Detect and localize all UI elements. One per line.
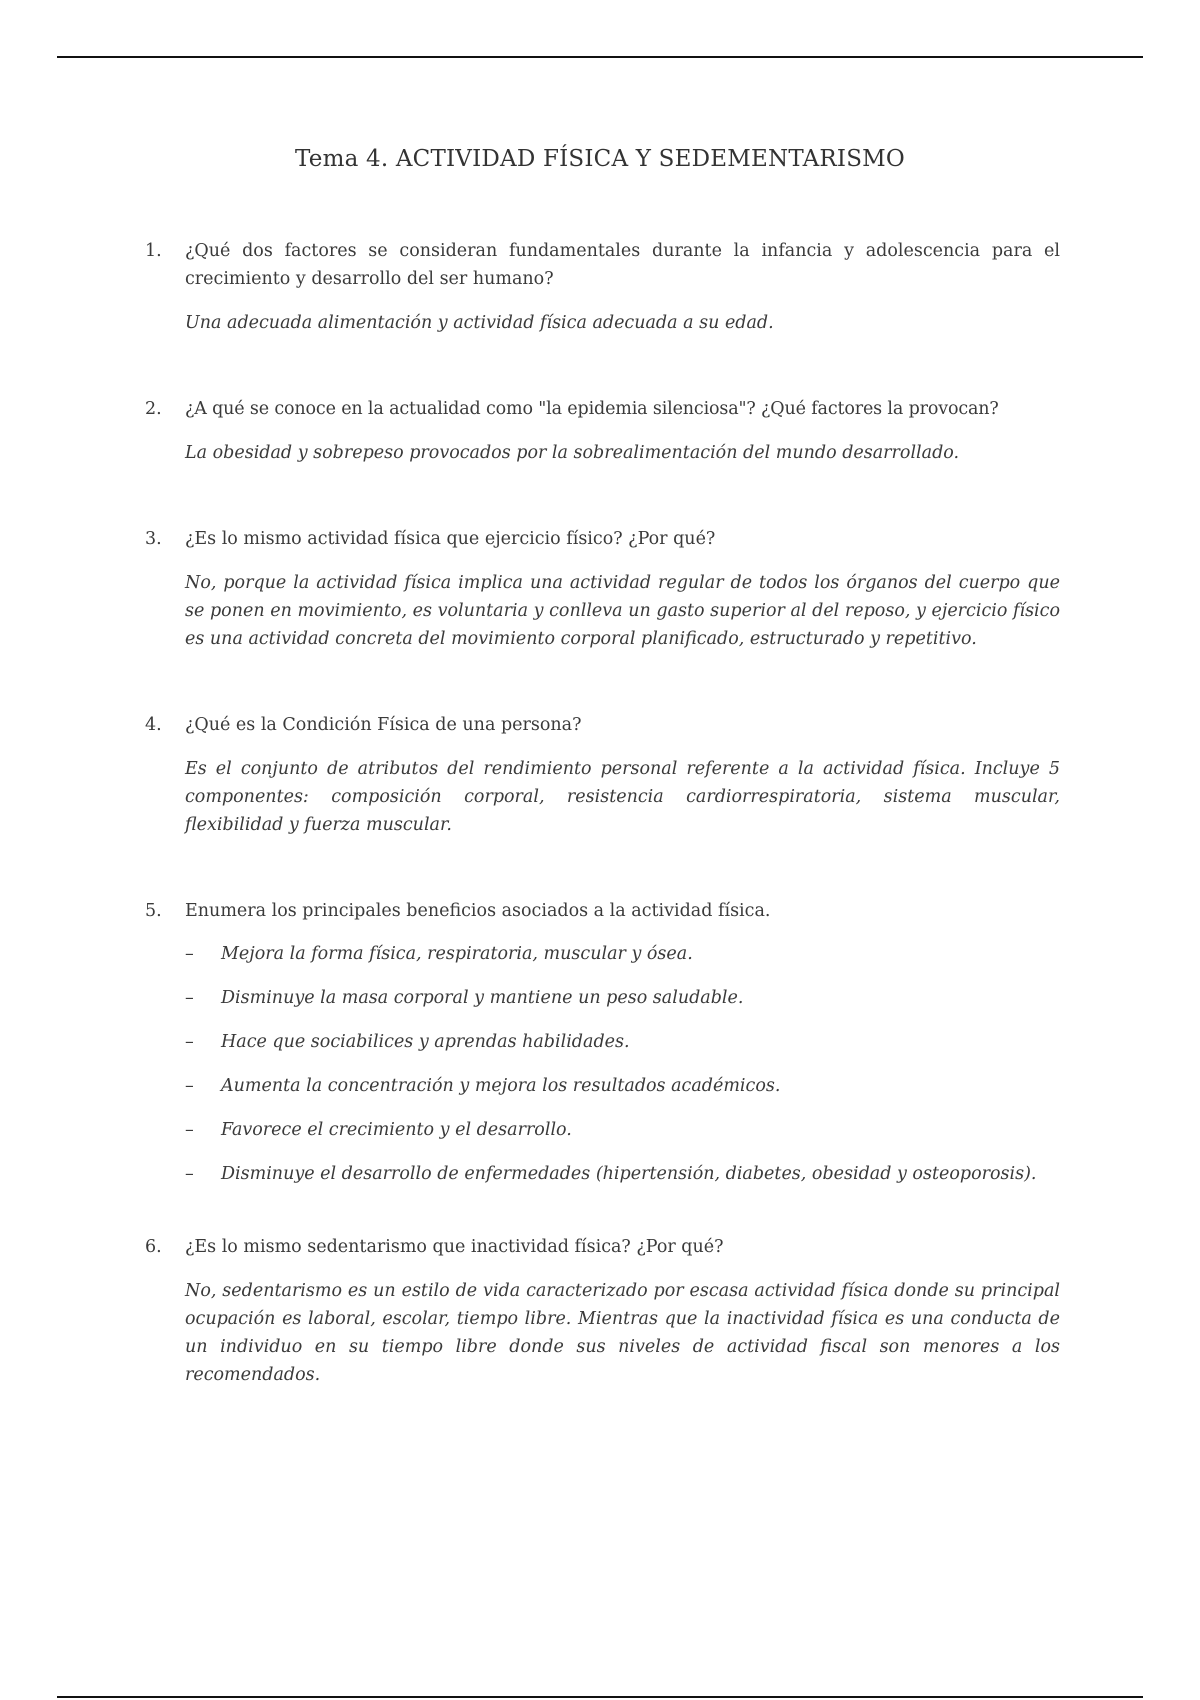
list-item-text: Favorece el crecimiento y el desarrollo. [221,1120,572,1140]
dash-marker: – [185,1032,194,1052]
answer-text: Una adecuada alimentación y actividad física adecuada a su edad. [185,313,774,333]
bottom-rule [57,1696,1143,1698]
question-number: 2. [145,399,162,419]
dash-marker: – [185,1164,194,1184]
question-number: 1. [145,241,162,261]
benefits-list [185,939,1060,1189]
question-number: 6. [145,1237,162,1257]
dash-marker: – [185,1120,194,1140]
question-item-6 [145,1233,1060,1389]
question-text: ¿Es lo mismo actividad física que ejercicio físico? ¿Por qué? [185,529,716,549]
question-text: ¿A qué se conoce en la actualidad como "la epidemia silenciosa"? ¿Qué factores la provocan? [185,399,999,419]
list-item-text: Hace que sociabilices y aprendas habilidades. [221,1032,630,1052]
page-title: Tema 4. ACTIVIDAD FÍSICA Y SEDEMENTARISMO [295,146,905,172]
list-item [185,1027,1060,1057]
list-item-text: Disminuye el desarrollo de enfermedades (hipertensión, diabetes, obesidad y osteoporosis). [221,1164,1037,1184]
list-item-text: Mejora la forma física, respiratoria, muscular y ósea. [221,944,693,964]
answer-text: No, sedentarismo es un estilo de vida caracterizado por escasa actividad física donde su principal ocupación es laboral, escolar, tiempo libre. Mientras que la inactividad física es una conducta de un individuo en su tiempo libre donde sus niveles de actividad fiscal son menores a los recomendados. [185,1281,1060,1385]
question-item-1 [145,237,1060,337]
question-item-3 [145,525,1060,653]
list-item [185,1071,1060,1101]
question-item-4 [145,711,1060,839]
list-item [185,939,1060,969]
answer-text: Es el conjunto de atributos del rendimiento personal referente a la actividad física. Incluye 5 componentes: composición corporal, resistencia cardiorrespiratoria, sistema muscular, flexibilidad y fuerza muscular. [185,759,1060,835]
question-item-5 [145,897,1060,1189]
list-item-text: Disminuye la masa corporal y mantiene un peso saludable. [221,988,744,1008]
list-item [185,1115,1060,1145]
question-text: ¿Qué es la Condición Física de una persona? [185,715,582,735]
list-item [185,1159,1060,1189]
question-number: 4. [145,715,162,735]
dash-marker: – [185,988,194,1008]
question-number: 3. [145,529,162,549]
list-item [185,983,1060,1013]
dash-marker: – [185,944,194,964]
question-item-2 [145,395,1060,467]
question-text: ¿Qué dos factores se consideran fundamentales durante la infancia y adolescencia para el crecimiento y desarrollo del ser humano? [185,241,1060,289]
dash-marker: – [185,1076,194,1096]
question-list [145,237,1060,1389]
answer-text: La obesidad y sobrepeso provocados por la sobrealimentación del mundo desarrollado. [185,443,960,463]
answer-text: No, porque la actividad física implica una actividad regular de todos los órganos del cuerpo que se ponen en movimiento, es voluntaria y conlleva un gasto superior al del reposo, y ejercicio físico es una actividad concreta del movimiento corporal planificado, estructurado y repetitivo. [185,573,1060,649]
top-rule [57,56,1143,58]
question-text: ¿Es lo mismo sedentarismo que inactividad física? ¿Por qué? [185,1237,724,1257]
question-number: 5. [145,901,162,921]
list-item-text: Aumenta la concentración y mejora los resultados académicos. [221,1076,781,1096]
question-text: Enumera los principales beneficios asociados a la actividad física. [185,901,771,921]
